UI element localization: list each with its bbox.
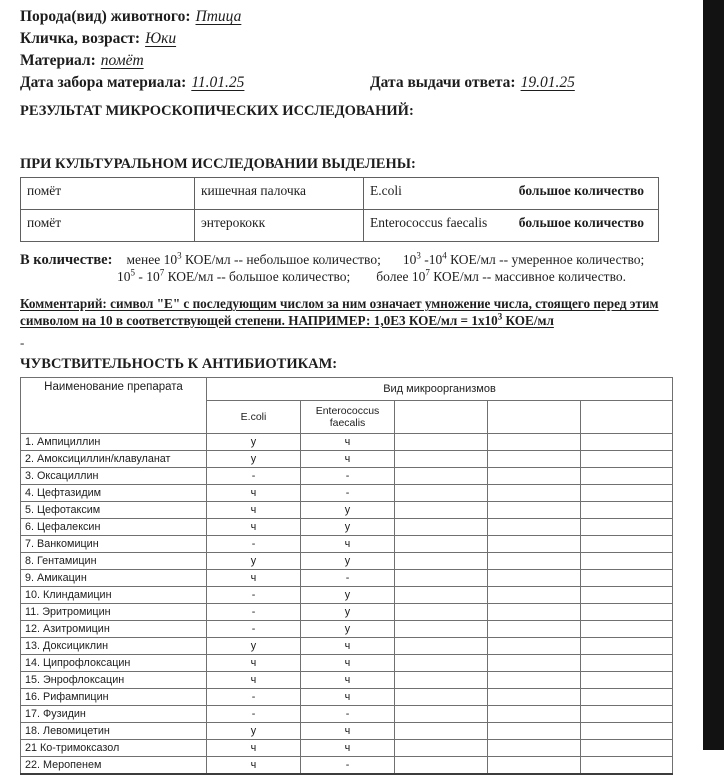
field-label: Дата выдачи ответа:: [370, 74, 516, 91]
result-cell-empty-3: [581, 604, 673, 621]
abx-row: [21, 553, 673, 570]
result-cell-empty-1: [395, 672, 488, 689]
legend-text: КОЕ/мл -- большое количество;: [164, 268, 351, 284]
scanner-edge-strip: [703, 0, 724, 750]
legend-label: В количестве:: [20, 252, 113, 268]
quantity-label: большое количество: [518, 183, 644, 198]
legend-sup: 5: [130, 267, 135, 277]
result-cell-empty-2: [488, 570, 581, 587]
result-cell-empty-1: [395, 434, 488, 451]
drug-name-cell: 16. Рифампицин: [21, 689, 207, 706]
legend-sup: 7: [425, 267, 430, 277]
field-value: Птица: [195, 8, 242, 25]
legend-text: менее 10: [126, 252, 178, 267]
result-cell-empty-1: [395, 621, 488, 638]
culture-section-title: ПРИ КУЛЬТУРАЛЬНОМ ИССЛЕДОВАНИИ ВЫДЕЛЕНЫ:: [20, 156, 416, 172]
comment-sup: 3: [497, 311, 503, 322]
result-cell-empty-3: [581, 672, 673, 689]
field-value: 11.01.25: [191, 74, 245, 91]
result-cell-empty-2: [488, 536, 581, 553]
result-cell-empty-2: [488, 706, 581, 723]
result-cell-empty-3: [581, 757, 673, 775]
result-cell-empty-1: [395, 655, 488, 672]
field-material: [20, 50, 674, 72]
result-cell-empty-1: [395, 570, 488, 587]
drug-name-cell: 4. Цефтазидим: [21, 485, 207, 502]
result-cell-ecoli: ч: [207, 570, 301, 587]
result-cell-enterococcus: ч: [301, 672, 395, 689]
result-cell-empty-2: [488, 655, 581, 672]
quantity-legend: [20, 252, 674, 284]
abx-row: [21, 706, 673, 723]
result-cell-enterococcus: -: [301, 468, 395, 485]
organism-result-cell: [364, 210, 659, 242]
result-cell-empty-1: [395, 638, 488, 655]
result-cell-ecoli: -: [207, 621, 301, 638]
legend-sup: 3: [177, 250, 182, 261]
drug-name-cell: 21 Ко-тримоксазол: [21, 740, 207, 757]
result-cell-empty-3: [581, 740, 673, 757]
drug-name-cell: 15. Энрофлоксацин: [21, 672, 207, 689]
result-cell-empty-3: [581, 638, 673, 655]
quantity-label: большое количество: [518, 215, 644, 230]
drug-name-column-header: Наименование препарата: [21, 378, 207, 434]
culture-results-table: [20, 177, 659, 242]
result-cell-enterococcus: ч: [301, 740, 395, 757]
result-cell-empty-3: [581, 570, 673, 587]
result-cell-empty-3: [581, 655, 673, 672]
result-cell-empty-1: [395, 604, 488, 621]
culture-row: [21, 210, 659, 242]
result-cell-empty-3: [581, 723, 673, 740]
result-cell-enterococcus: у: [301, 621, 395, 638]
result-cell-empty-2: [488, 468, 581, 485]
field-result-date: [370, 72, 575, 94]
result-cell-empty-3: [581, 468, 673, 485]
result-cell-empty-2: [488, 740, 581, 757]
drug-name-cell: 7. Ванкомицин: [21, 536, 207, 553]
result-cell-empty-1: [395, 485, 488, 502]
abx-row: [21, 434, 673, 451]
result-cell-empty-3: [581, 502, 673, 519]
result-cell-empty-2: [488, 451, 581, 468]
result-cell-ecoli: -: [207, 587, 301, 604]
result-cell-enterococcus: -: [301, 570, 395, 587]
result-cell-enterococcus: ч: [301, 434, 395, 451]
result-cell-empty-1: [395, 706, 488, 723]
legend-text: КОЕ/мл -- массивное количество.: [429, 268, 626, 284]
organism-column-header: [581, 401, 673, 434]
result-cell-empty-3: [581, 553, 673, 570]
abx-row: [21, 689, 673, 706]
result-cell-enterococcus: у: [301, 502, 395, 519]
result-cell-ecoli: -: [207, 689, 301, 706]
abx-row: [21, 570, 673, 587]
abx-row: [21, 451, 673, 468]
result-cell-enterococcus: -: [301, 706, 395, 723]
result-cell-ecoli: у: [207, 434, 301, 451]
result-cell-empty-2: [488, 519, 581, 536]
result-cell-empty-3: [581, 536, 673, 553]
drug-name-cell: 13. Доксициклин: [21, 638, 207, 655]
result-cell-enterococcus: ч: [301, 536, 395, 553]
drug-name-cell: 17. Фузидин: [21, 706, 207, 723]
abx-row: [21, 587, 673, 604]
abx-row: [21, 485, 673, 502]
result-cell-empty-3: [581, 621, 673, 638]
abx-row: [21, 638, 673, 655]
result-cell-empty-3: [581, 587, 673, 604]
antibiotic-sensitivity-table: [20, 377, 673, 775]
drug-name-cell: 8. Гентамицин: [21, 553, 207, 570]
field-label: Материал:: [20, 52, 96, 69]
result-cell-empty-3: [581, 434, 673, 451]
result-cell-empty-3: [581, 451, 673, 468]
drug-name-cell: 1. Ампициллин: [21, 434, 207, 451]
result-cell-empty-2: [488, 604, 581, 621]
result-cell-empty-3: [581, 485, 673, 502]
result-cell-empty-1: [395, 553, 488, 570]
result-cell-enterococcus: у: [301, 553, 395, 570]
abx-row: [21, 519, 673, 536]
result-cell-enterococcus: у: [301, 604, 395, 621]
result-cell-enterococcus: у: [301, 519, 395, 536]
organism-ru-cell: энтерококк: [195, 210, 364, 242]
result-cell-empty-3: [581, 706, 673, 723]
organism-latin-name: Enterococcus faecalis: [370, 215, 488, 230]
abx-row: [21, 740, 673, 757]
result-cell-empty-2: [488, 485, 581, 502]
comment-text: КОЕ/мл: [502, 312, 554, 328]
culture-row: [21, 178, 659, 210]
result-cell-empty-1: [395, 757, 488, 775]
field-collection-date: [20, 74, 244, 91]
result-cell-ecoli: ч: [207, 485, 301, 502]
result-cell-ecoli: -: [207, 604, 301, 621]
result-cell-empty-1: [395, 502, 488, 519]
legend-text: 10: [402, 252, 417, 267]
drug-name-cell: 3. Оксациллин: [21, 468, 207, 485]
result-cell-ecoli: у: [207, 723, 301, 740]
result-cell-empty-1: [395, 451, 488, 468]
field-value: 19.01.25: [520, 74, 575, 91]
abx-row: [21, 655, 673, 672]
abx-row: [21, 723, 673, 740]
field-dates-row: [20, 72, 674, 94]
abx-row: [21, 502, 673, 519]
result-cell-enterococcus: -: [301, 485, 395, 502]
result-cell-ecoli: у: [207, 638, 301, 655]
organism-ru-cell: кишечная палочка: [195, 178, 364, 210]
result-cell-ecoli: ч: [207, 672, 301, 689]
abx-row: [21, 604, 673, 621]
legend-sup: 7: [159, 267, 165, 277]
legend-text: -10: [420, 252, 443, 267]
field-value: Юки: [145, 30, 177, 47]
organism-column-header: Enterococcus faecalis: [301, 401, 395, 434]
result-cell-empty-1: [395, 723, 488, 740]
result-cell-empty-2: [488, 587, 581, 604]
drug-name-cell: 18. Левомицетин: [21, 723, 207, 740]
field-species: [20, 6, 674, 28]
result-cell-empty-2: [488, 502, 581, 519]
drug-name-cell: 12. Азитромицин: [21, 621, 207, 638]
drug-name-cell: 6. Цефалексин: [21, 519, 207, 536]
result-cell-empty-2: [488, 757, 581, 775]
abx-row: [21, 536, 673, 553]
organism-column-header: [395, 401, 488, 434]
antibiotics-section-title: ЧУВСТВИТЕЛЬНОСТЬ К АНТИБИОТИКАМ:: [20, 356, 338, 372]
abx-row: [21, 757, 673, 775]
material-cell: помёт: [21, 210, 195, 242]
result-cell-ecoli: ч: [207, 757, 301, 775]
legend-text: более 10: [376, 268, 426, 284]
result-cell-enterococcus: ч: [301, 638, 395, 655]
result-cell-ecoli: у: [207, 553, 301, 570]
field-label: Порода(вид) животного:: [20, 8, 191, 25]
legend-line-2: [20, 269, 674, 285]
organism-column-header: E.coli: [207, 401, 301, 434]
drug-name-cell: 9. Амикацин: [21, 570, 207, 587]
result-cell-ecoli: -: [207, 468, 301, 485]
material-cell: помёт: [21, 178, 195, 210]
result-cell-empty-1: [395, 587, 488, 604]
abx-header-row-1: [21, 378, 673, 401]
drug-name-cell: 22. Меропенем: [21, 757, 207, 775]
legend-line-1: [20, 252, 674, 269]
organism-column-header: [488, 401, 581, 434]
result-cell-enterococcus: -: [301, 757, 395, 775]
result-cell-empty-2: [488, 672, 581, 689]
legend-sup: 3: [416, 250, 421, 261]
result-cell-enterococcus: ч: [301, 655, 395, 672]
legend-text: КОЕ/мл -- умеренное количество;: [446, 252, 645, 267]
field-value: помёт: [100, 52, 144, 69]
result-cell-empty-2: [488, 434, 581, 451]
result-cell-ecoli: -: [207, 536, 301, 553]
result-cell-empty-1: [395, 740, 488, 757]
abx-row: [21, 468, 673, 485]
result-cell-ecoli: ч: [207, 502, 301, 519]
result-cell-empty-1: [395, 468, 488, 485]
result-cell-ecoli: -: [207, 706, 301, 723]
drug-name-cell: 14. Ципрофлоксацин: [21, 655, 207, 672]
abx-row: [21, 672, 673, 689]
abx-row: [21, 621, 673, 638]
result-cell-enterococcus: ч: [301, 451, 395, 468]
result-cell-empty-2: [488, 689, 581, 706]
result-cell-ecoli: ч: [207, 740, 301, 757]
result-cell-enterococcus: ч: [301, 689, 395, 706]
result-cell-empty-2: [488, 638, 581, 655]
legend-text: - 10: [135, 268, 160, 284]
drug-name-cell: 5. Цефотаксим: [21, 502, 207, 519]
field-pet-name: [20, 28, 674, 50]
stray-dash-mark: -: [20, 335, 25, 350]
organisms-group-header: Вид микроорганизмов: [207, 378, 673, 401]
microscopy-section-title: РЕЗУЛЬТАТ МИКРОСКОПИЧЕСКИХ ИССЛЕДОВАНИЙ:: [20, 103, 414, 119]
result-cell-empty-2: [488, 723, 581, 740]
organism-result-cell: [364, 178, 659, 210]
legend-text: 10: [117, 268, 131, 284]
result-cell-ecoli: у: [207, 451, 301, 468]
organism-latin-name: E.coli: [370, 183, 402, 198]
field-label: Кличка, возраст:: [20, 30, 141, 47]
comment-text: Комментарий: символ "Е" с последующим числом за ним означает умножение числа, стоящего перед этим символом на 10 в соответствующей степени. НАПРИМЕР: 1,0Е3 КОЕ/мл = 1x10: [20, 296, 659, 328]
result-cell-empty-1: [395, 519, 488, 536]
drug-name-cell: 10. Клиндамицин: [21, 587, 207, 604]
comment-note: [20, 296, 676, 329]
result-cell-empty-1: [395, 689, 488, 706]
result-cell-enterococcus: ч: [301, 723, 395, 740]
result-cell-enterococcus: у: [301, 587, 395, 604]
result-cell-empty-3: [581, 519, 673, 536]
result-cell-empty-2: [488, 621, 581, 638]
report-content: [20, 6, 674, 775]
result-cell-empty-3: [581, 689, 673, 706]
result-cell-empty-1: [395, 536, 488, 553]
result-cell-ecoli: ч: [207, 519, 301, 536]
field-label: Дата забора материала:: [20, 74, 187, 91]
legend-sup: 4: [442, 250, 447, 261]
result-cell-empty-2: [488, 553, 581, 570]
result-cell-ecoli: ч: [207, 655, 301, 672]
drug-name-cell: 11. Эритромицин: [21, 604, 207, 621]
legend-text: КОЕ/мл -- небольшое количество;: [181, 252, 381, 267]
drug-name-cell: 2. Амоксициллин/клавуланат: [21, 451, 207, 468]
